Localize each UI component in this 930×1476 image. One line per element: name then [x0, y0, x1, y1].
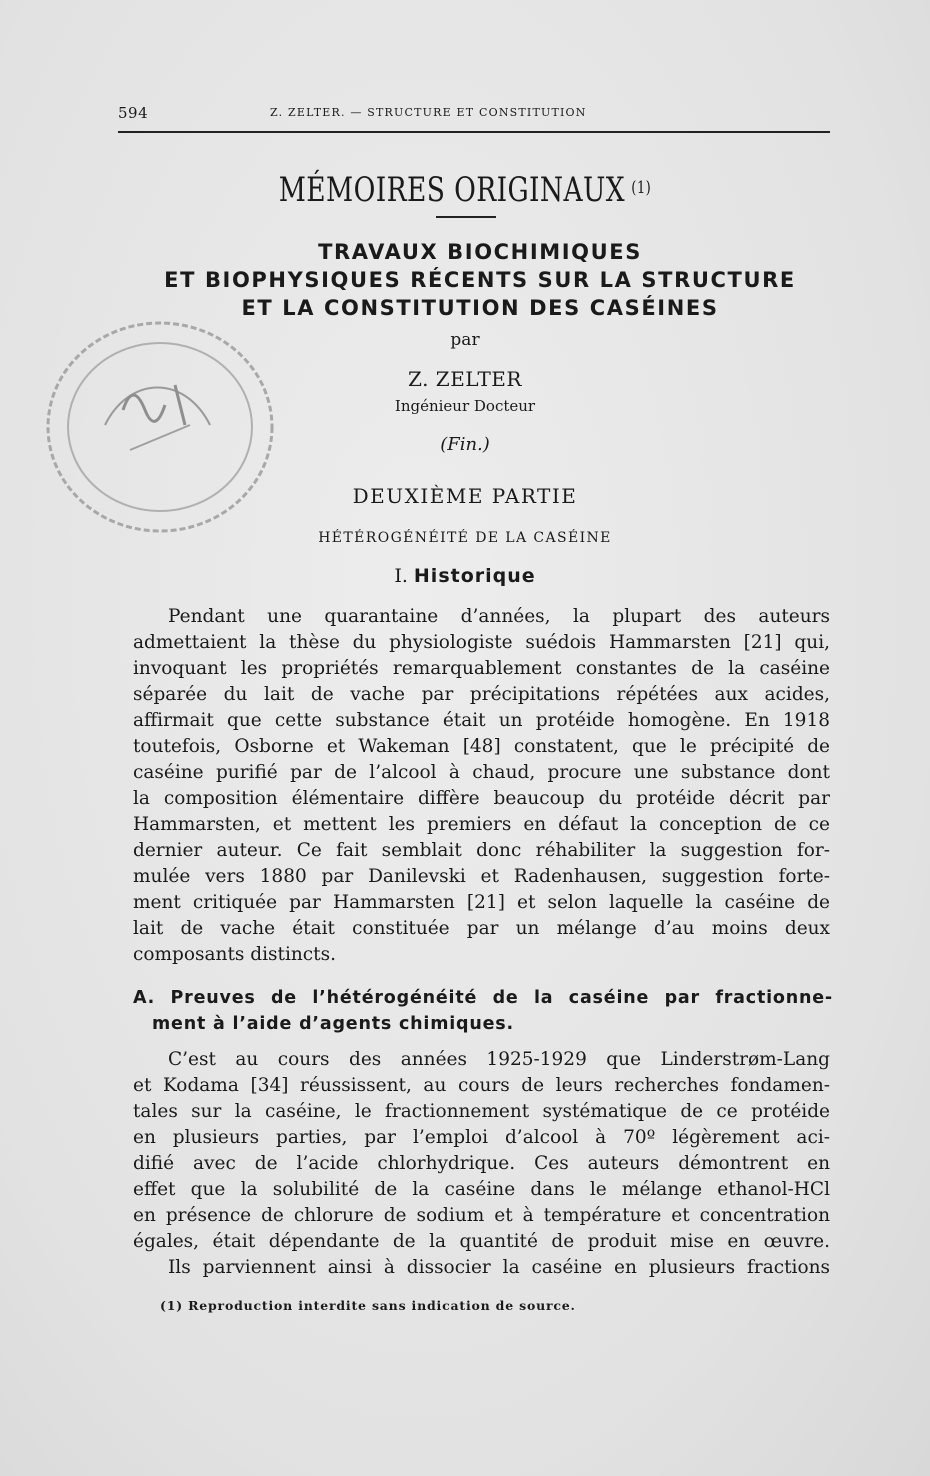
article-title-line-1: TRAVAUX BIOCHIMIQUES	[318, 240, 642, 264]
text-line: mulée vers 1880 par Danilevski et Radenhausen, suggestion forte-	[133, 866, 830, 887]
text-line: difié avec de l’acide chlorhydrique. Ces auteurs démontrent en	[133, 1153, 830, 1174]
text-line: affirmait que cette substance était un protéide homogène. En 1918	[133, 710, 830, 731]
running-title: Z. ZELTER. — STRUCTURE ET CONSTITUTION	[270, 106, 587, 119]
historique-label: Historique	[413, 565, 536, 587]
text-line: dernier auteur. Ce fait semblait donc réhabiliter la suggestion for-	[133, 840, 830, 861]
continuation-note: (Fin.)	[440, 434, 490, 455]
section-title-text: MÉMOIRES ORIGINAUX	[278, 170, 626, 210]
header-rule	[118, 131, 830, 133]
historique-heading	[0, 565, 930, 587]
article-title-line-3: ET LA CONSTITUTION DES CASÉINES	[241, 296, 719, 320]
text-line: Ils parviennent ainsi à dissocier la caséine en plusieurs fractions	[168, 1257, 830, 1278]
text-line: admettaient la thèse du physiologiste suédois Hammarsten [21] qui,	[133, 632, 830, 653]
section-title	[102, 170, 827, 210]
author-affiliation: Ingénieur Docteur	[394, 397, 536, 415]
text-line: caséine purifié par de l’alcool à chaud, procure une substance dont	[133, 762, 830, 783]
text-line: Pendant une quarantaine d’années, la plupart des auteurs	[168, 606, 830, 627]
text-line: composants distincts.	[133, 944, 336, 965]
footnote: (1) Reproduction interdite sans indication de source.	[160, 1298, 576, 1313]
text-line: séparée du lait de vache par précipitations répétées aux acides,	[133, 684, 830, 705]
text-line: tales sur la caséine, le fractionnement systématique de ce protéide	[133, 1101, 830, 1122]
historique-number: I.	[394, 565, 408, 587]
library-stamp-icon	[35, 315, 285, 545]
text-line: invoquant les propriétés remarquablement constantes de la caséine	[133, 658, 830, 679]
text-line: C’est au cours des années 1925-1929 que Linderstrøm-Lang	[168, 1049, 830, 1070]
text-line: la composition élémentaire diffère beaucoup du protéide décrit par	[133, 788, 830, 809]
title-rule	[436, 216, 496, 218]
text-line: égales, était dépendante de la quantité de produit mise en œuvre.	[133, 1231, 830, 1252]
article-title-line-2: ET BIOPHYSIQUES RÉCENTS SUR LA STRUCTURE	[164, 268, 796, 292]
text-line: ment critiquée par Hammarsten [21] et selon laquelle la caséine de	[133, 892, 830, 913]
page-number: 594	[118, 104, 149, 122]
subheading-a-line-2: ment à l’aide d’agents chimiques.	[152, 1014, 514, 1034]
author-name: Z. ZELTER	[408, 367, 522, 391]
text-line: en présence de chlorure de sodium et à température et concentration	[133, 1205, 830, 1226]
text-line: en plusieurs parties, par l’emploi d’alcool à 70º légèrement aci-	[133, 1127, 830, 1148]
byline-par: par	[450, 330, 480, 350]
text-line: Hammarsten, et mettent les premiers en défaut la conception de ce	[133, 814, 830, 835]
text-line: lait de vache était constituée par un mélange d’au moins deux	[133, 918, 830, 939]
text-line: effet que la solubilité de la caséine dans le mélange ethanol-HCl	[133, 1179, 830, 1200]
text-line: toutefois, Osborne et Wakeman [48] constatent, que le précipité de	[133, 736, 830, 757]
text-line: et Kodama [34] réussissent, au cours de leurs recherches fondamen-	[133, 1075, 830, 1096]
subheading-a-line-1: A. Preuves de l’hétérogénéité de la caséine par fractionne-	[133, 988, 833, 1008]
footnote-marker: (1)	[631, 178, 652, 198]
part-title: DEUXIÈME PARTIE	[352, 484, 578, 508]
subsection-title: HÉTÉROGÉNÉITÉ DE LA CASÉINE	[318, 530, 612, 546]
